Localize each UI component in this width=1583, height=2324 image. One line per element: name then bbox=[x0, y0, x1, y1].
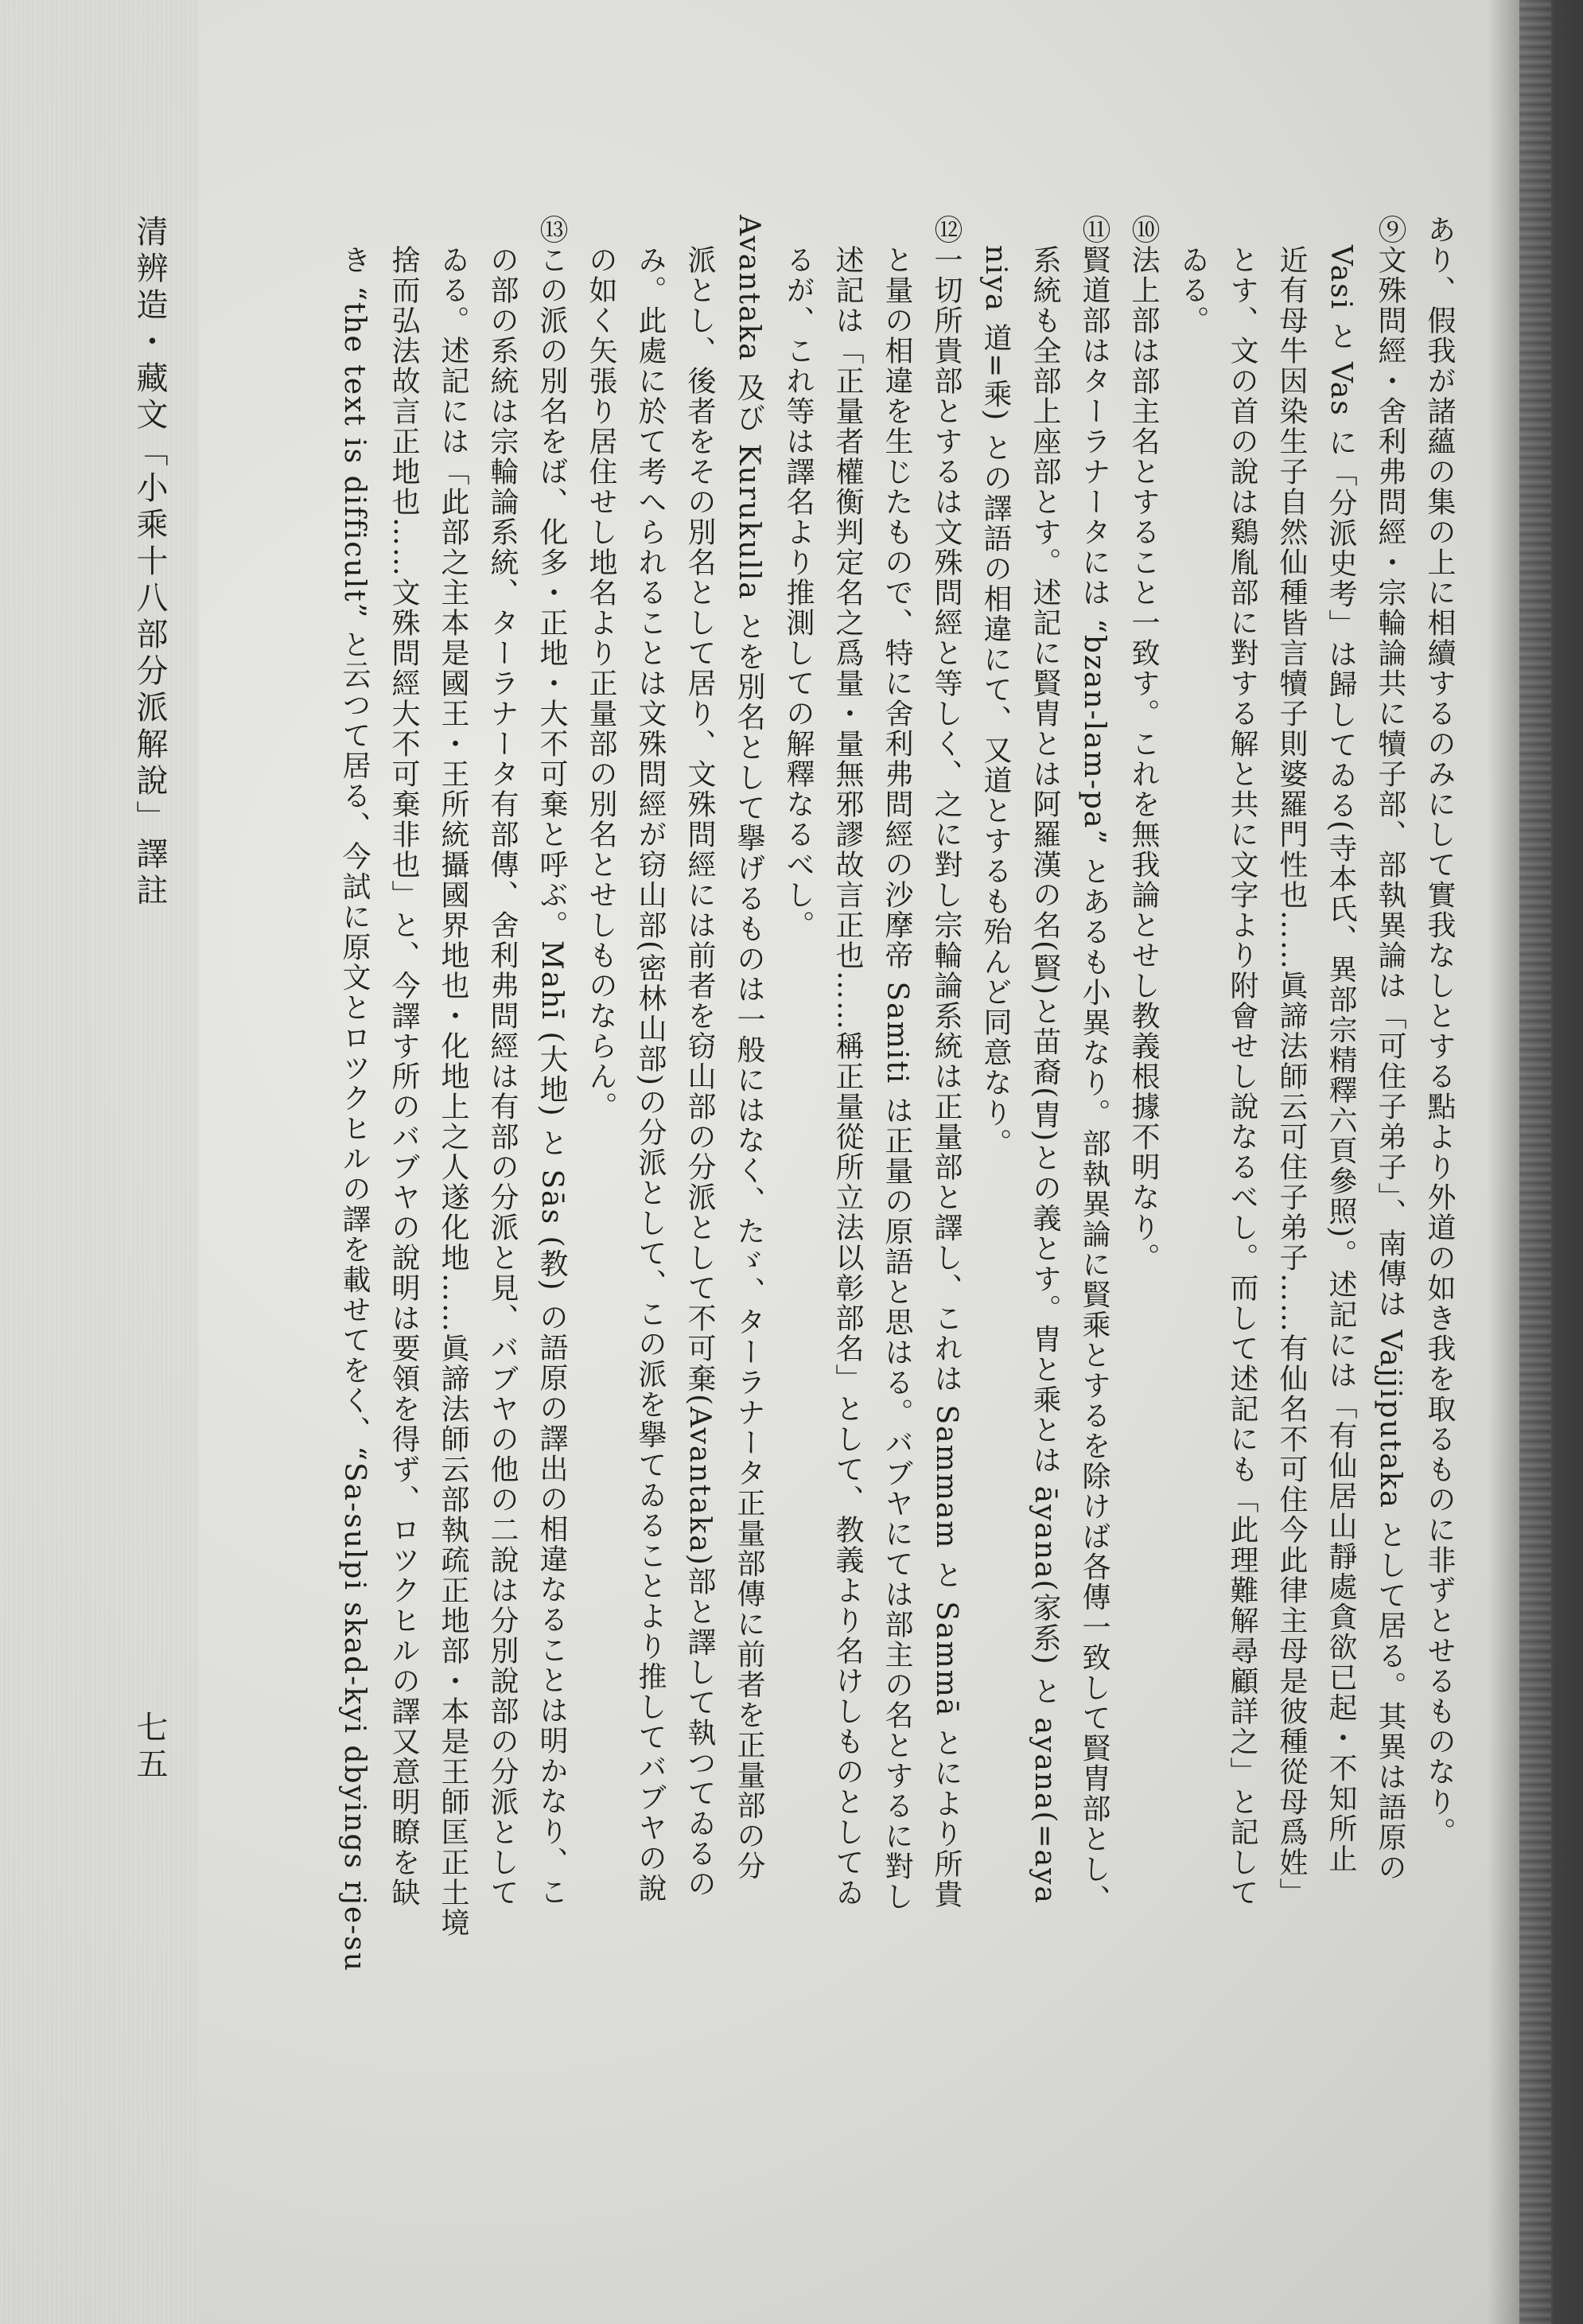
text-column: 述記は「正量者權衡判定名之爲量・量無邪謬故言正也……稱正量從所立法以彰部名」として、教義より名けしものとしてゐ bbox=[831, 215, 864, 1908]
text-column: ゐる。 bbox=[1177, 215, 1209, 336]
text-column: Vasi と Vas に「分派史考」は歸してゐる(寺本氏、異部宗精釋六頁參照)。述記には「有仙居山靜處貪欲已起・不知所止 bbox=[1324, 215, 1357, 1874]
binding-edge bbox=[1519, 0, 1551, 2324]
text-column: み。此處に於て考へられることは文殊問經が窃山部(密林山部)の分派として、この派を擧てゐることより推してバブヤの說 bbox=[634, 215, 667, 1904]
text-column: の如く矢張り居住せし地名より正量部の別名とせしものならん。 bbox=[585, 215, 617, 1122]
text-column: の部の系統は宗輪論系統、ターラナータ有部傳、舍利弗問經は有部の分派と見、バブヤの他の二說は分別說部の分派として bbox=[486, 215, 519, 1908]
text-column: Avantaka 及び Kurukulla とを別名として擧げるものは一般にはなく、たゞ、ターラナータ正量部傳に前者を正量部の分 bbox=[733, 215, 765, 1882]
text-column: と量の相違を生じたもので、特に舍利弗問經の沙摩帝 Samiti は正量の原語と思はる。バブヤにては部主の名とするに對し bbox=[881, 215, 913, 1912]
text-column: 捨而弘法故言正地也……文殊問經大不可棄非也」と、今譯す所のバブヤの說明は要領を得ず、ロツクヒルの譯又意明瞭を缺 bbox=[387, 215, 420, 1908]
text-column: 近有母牛因染生子自然仙種皆言犢子則婆羅門性也……眞諦法師云可住子弟子……有仙名不可住今此律主母是彼種從母爲姓」 bbox=[1275, 215, 1308, 1908]
text-column: 派とし、後者をその別名として居り、文殊問經には前者を窃山部の分派として不可棄(Avantaka)部と譯して執つてゐるの bbox=[683, 215, 716, 1899]
body-text bbox=[223, 215, 1464, 2204]
text-column: ⑬この派の別名をば、化多・正地・大不可棄と呼ぶ。Mahī (大地) と Sās (教) の語原の譯出の相違なることは明かなり、こ bbox=[535, 215, 568, 1908]
text-column: 系統も全部上座部とす。述記に賢胄とは阿羅漢の名(賢)と苗裔(胄)との義とす。胄と乘とは āyana(家系) と ayana(=aya bbox=[1029, 215, 1061, 1905]
text-column: き “the text is difficult” と云つて居る、今試に原文とロツクヒルの譯を載せてをく、“Sa-sulpi skad-kyi dbyings rje-su bbox=[338, 215, 371, 1973]
text-column: あり、假我が諸蘊の集の上に相續するのみにして實我なしとする點より外道の如き我を取るものに非ずとせるものなり。 bbox=[1423, 215, 1456, 1847]
text-column: ゐる。述記には「此部之主本是國王・王所統攝國界地也・化地上之人遂化地……眞諦法師云部執疏正地部・本是王師匡正土境 bbox=[437, 215, 469, 1938]
text-column: るが、これ等は譯名より推測しての解釋なるべし。 bbox=[782, 215, 815, 940]
text-column: ⑨文殊問經・舍利弗問經・宗輪論共に犢子部、部執異論は「可住子弟子」、南傳は Vajjiputaka として居る。其異は語原の bbox=[1374, 215, 1406, 1883]
text-column: とす、文の首の說は鷄胤部に對する解と共に文字より附會せし說なるべし。而して述記にも「此理難解尋顧詳之」と記して bbox=[1226, 215, 1258, 1908]
page-number: 七五 bbox=[131, 1711, 168, 1784]
text-column: ⑩法上部は部主名とすること一致す。これを無我論とせし教義根據不明なり。 bbox=[1127, 215, 1160, 1273]
running-title: 清辨造・藏文「小乘十八部分派解說」譯註 bbox=[131, 215, 168, 910]
text-column: ⑪賢道部はターラナータには “bzan-lam-pa” とあるも小異なり。部執異論に賢乘とするを除けば各傳一致して賢胄部とし、 bbox=[1078, 215, 1110, 1915]
text-column: ⑫一切所貴部とするは文殊問經と等しく、之に對し宗輪論系統は正量部と譯し、これは Sammam と Sammā とにより所貴 bbox=[930, 215, 963, 1909]
text-column: niya 道=乘) との譯語の相違にて、又道とするも殆んど同意なり。 bbox=[979, 215, 1012, 1158]
